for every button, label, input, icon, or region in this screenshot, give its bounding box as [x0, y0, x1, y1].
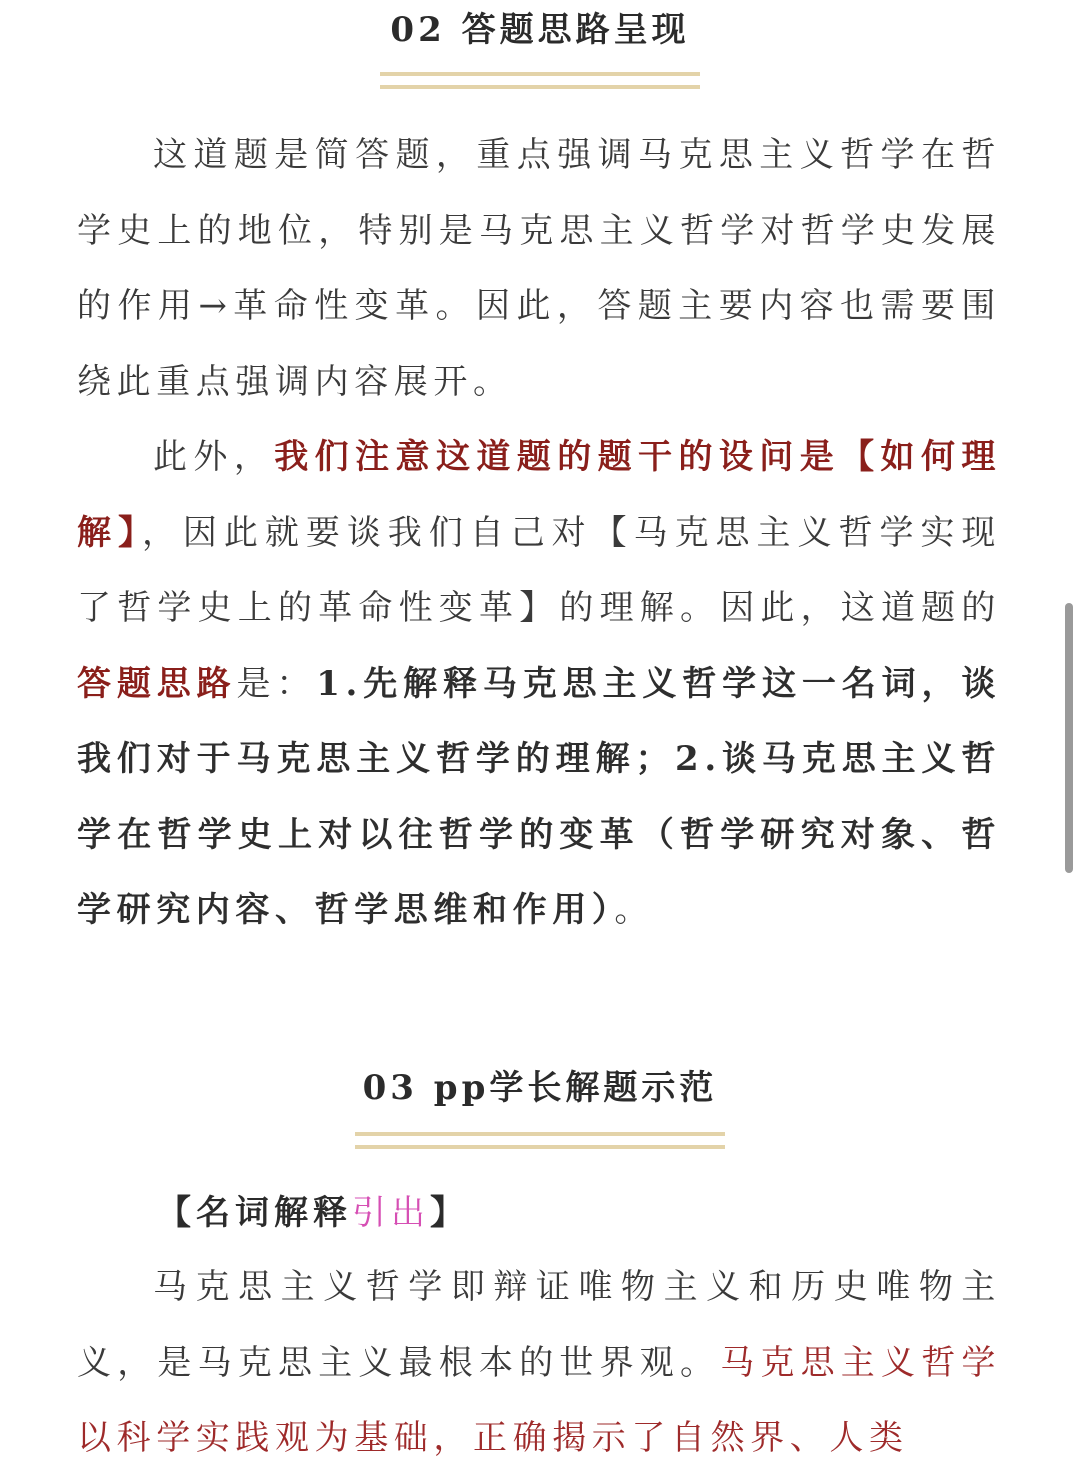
title-underline-bottom-2	[355, 1145, 725, 1149]
colon-text: 是：	[236, 663, 317, 704]
middle-text: ，因此就要谈我们自己对【马克思主义哲学实现了哲学史上的革命性变革】的理解。因此，这道题的	[77, 512, 1001, 628]
answer-points: 1.先解释马克思主义哲学这一名词，谈我们对于马克思主义哲学的理解；2.谈马克思主义哲学在哲学史上对以往哲学的变革（哲学研究对象、哲学研究内容、哲学思维和作用）	[77, 663, 1002, 930]
subheading-close: 】	[430, 1193, 469, 1233]
title-underline-bottom	[380, 85, 700, 89]
section-03-title: 03 pp学长解题示范	[362, 1068, 718, 1108]
subheading-accent: 引出	[352, 1193, 430, 1233]
title-underline-top	[380, 72, 700, 76]
end-punct: 。	[614, 890, 655, 930]
scrollbar-thumb[interactable]	[1065, 603, 1073, 873]
title-underline-top-2	[355, 1132, 725, 1136]
highlight-question-stem: 我们注意这道题的题干的设问是【如何理解】	[77, 437, 1001, 553]
subheading-open: 【名词解释	[157, 1193, 352, 1233]
subheading-term-explanation	[157, 1193, 469, 1233]
definition-highlight: 马克思主义哲学以科学实践观为基础，正确揭示了自然界、人类	[77, 1342, 1001, 1458]
paragraph-definition	[77, 1250, 1001, 1477]
highlight-answer-approach: 答题思路	[77, 663, 237, 704]
paragraph-answer-approach	[77, 420, 1001, 949]
paragraph-question-type: 这道题是简答题，重点强调马克思主义哲学在哲学史上的地位，特别是马克思主义哲学对哲学史发展的作用→革命性变革。因此，答题主要内容也需要围绕此重点强调内容展开。	[77, 135, 1001, 402]
definition-text: 马克思主义哲学即辩证唯物主义和历史唯物主义，是马克思主义最根本的世界观。	[77, 1267, 1001, 1383]
section-02-title: 02 答题思路呈现	[390, 10, 690, 50]
intro-text: 此外，	[153, 437, 275, 477]
